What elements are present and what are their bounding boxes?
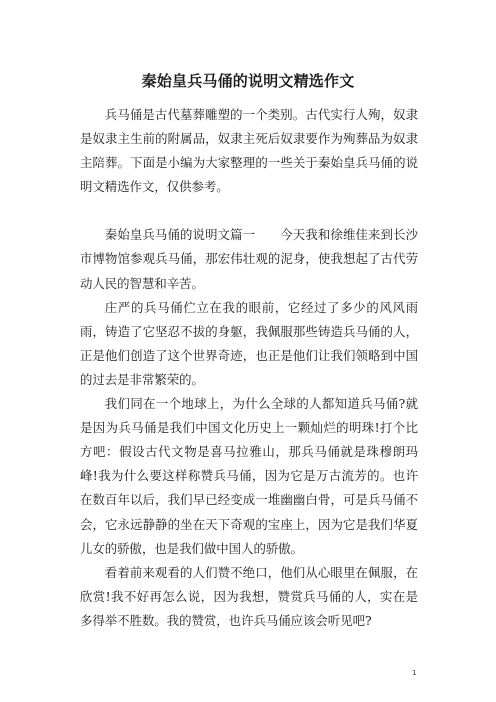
document-title: 秦始皇兵马俑的说明文精选作文 xyxy=(141,72,355,90)
essay-paragraph-2: 庄严的兵马俑伫立在我的眼前，它经过了多少的风风雨雨，铸造了它坚忍不拔的身躯，我佩服那些铸造兵马俑的人，正是他们创造了这个世界奇迹，也正是他们让我们领略到中国的过去是非常繁荣的。 xyxy=(80,299,418,387)
essay-paragraph-4: 看着前来观看的人们赞不绝口，他们从心眼里在佩服，在欣赏!我不好再怎么说，因为我想，赞赏兵马俑的人，实在是多得举不胜数。我的赞赏，也许兵马俑应该会听见吧? xyxy=(80,564,418,628)
intro-paragraph: 兵马俑是古代墓葬雕塑的一个类别。古代实行人殉，奴隶是奴隶主生前的附属品，奴隶主死后奴隶要作为殉葬品为奴隶主陪葬。下面是小编为大家整理的一些关于秦始皇兵马俑的说明文精选作文，仅供参考。 xyxy=(80,107,418,195)
document-body xyxy=(80,103,418,633)
essay-paragraph-1: 秦始皇兵马俑的说明文篇一 今天我和徐维佳来到长沙市博物馆参观兵马俑，那宏伟壮观的泥身，使我想起了古代劳动人民的智慧和辛苦。 xyxy=(80,227,418,291)
essay-paragraph-3: 我们同在一个地球上，为什么全球的人都知道兵马俑?就是因为兵马俑是我们中国文化历史上一颗灿烂的明珠!打个比方吧：假设古代文物是喜马拉雅山，那兵马俑就是珠穆朗玛峰!我为什么要这样称赞兵马俑，因为它是万古流芳的。也许在数百年以后，我们早已经变成一堆幽幽白骨，可是兵马俑不会，它永远静静的坐在天下奇观的宝座上，因为它是我们华夏儿女的骄傲，也是我们做中国人的骄傲。 xyxy=(80,396,418,556)
page-number: 1 xyxy=(412,669,417,677)
